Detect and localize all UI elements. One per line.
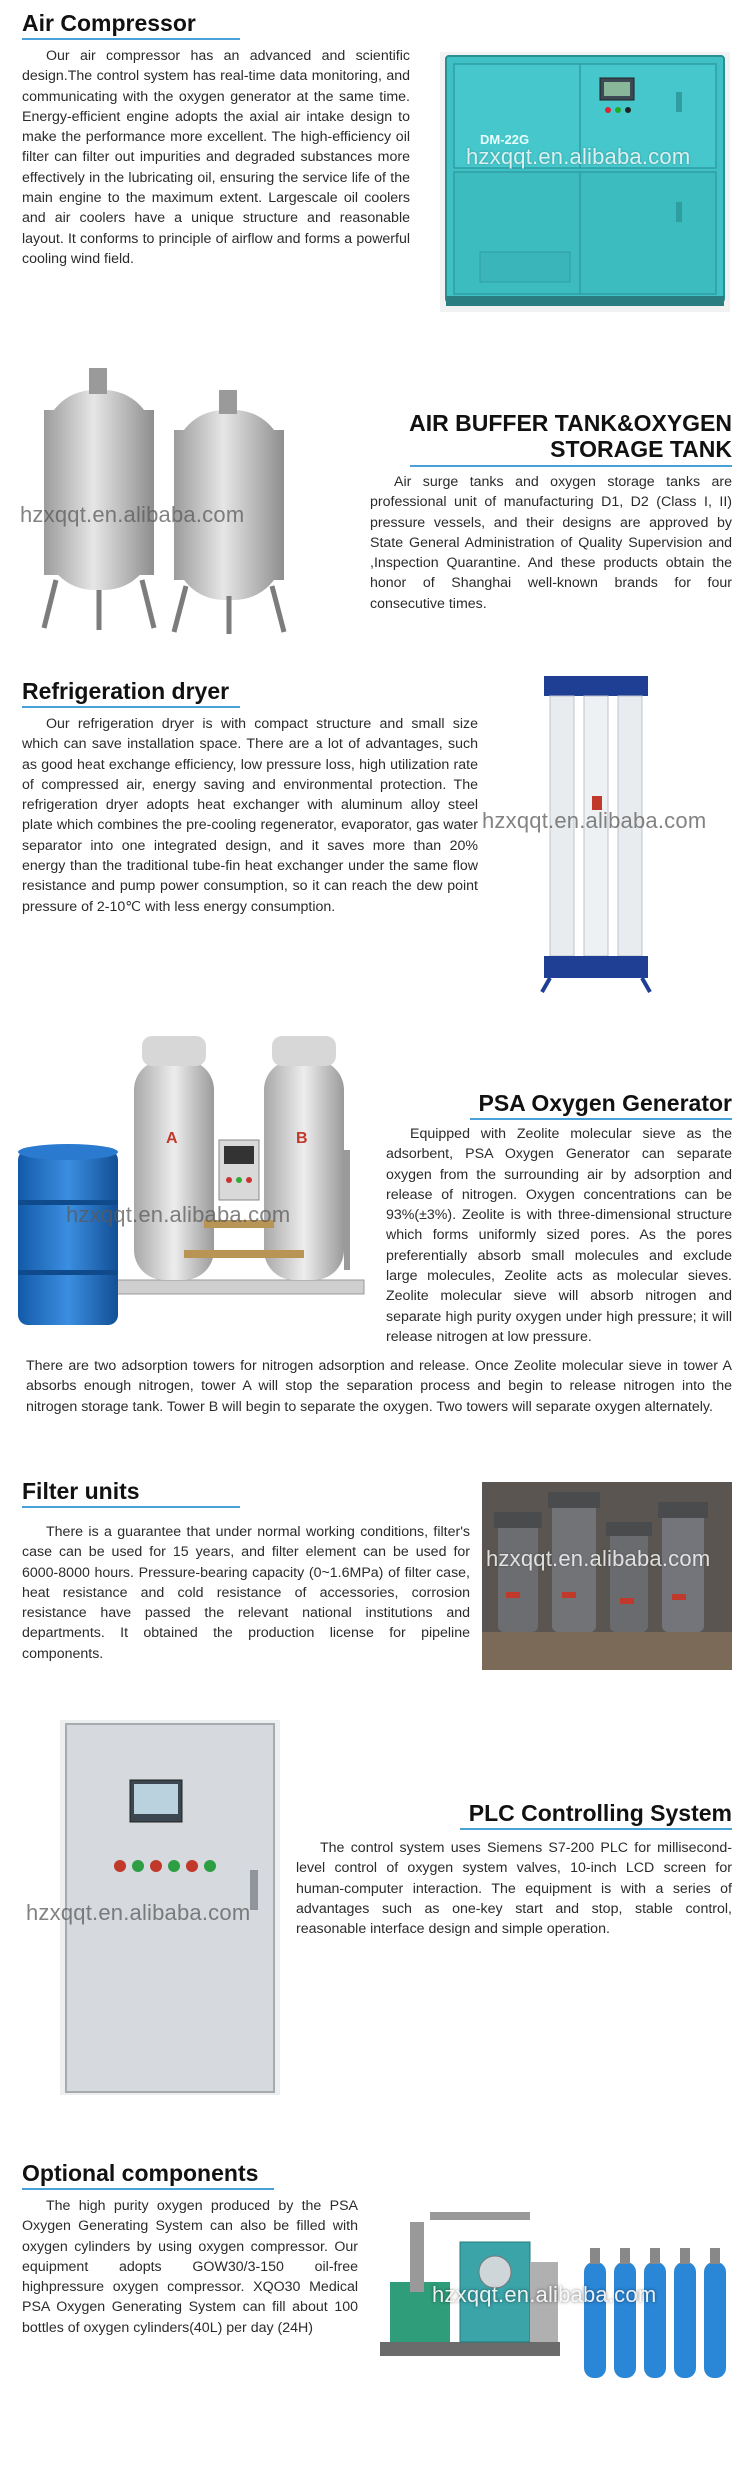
tower-a-label: A — [166, 1130, 178, 1147]
section-title: Optional components — [22, 2160, 259, 2186]
section-title: Filter units — [22, 1478, 140, 1504]
tower-b-label: B — [296, 1130, 308, 1147]
section-title-line1: AIR BUFFER TANK&OXYGEN — [409, 410, 732, 436]
watermark: hzxqqt.en.alibaba.com — [482, 808, 707, 833]
section-title: PSA Oxygen Generator — [478, 1090, 732, 1116]
watermark: hzxqqt.en.alibaba.com — [26, 1900, 251, 1925]
title-underline — [410, 465, 732, 467]
section-body-text: There is a guarantee that under normal working conditions, filter's case can be used for 15 years, and filter element can be used for 6000-8000 hours. Pressure-bearing capacity (0~1.6MPa) of filter case, heat resistance and cold resistance of accessories, corrosion resistance have passed the relevant national institutions and departments. It obtained the production license for pipeline components. — [22, 1524, 470, 1662]
section-air-compressor — [0, 0, 750, 330]
section-title-line2: STORAGE TANK — [550, 436, 732, 462]
section-body-text: The control system uses Siemens S7-200 PLC for millisecond-level control of oxygen system valves, 10-inch LCD screen for human-computer interaction. The equipment is with a series of advantages such as one-key start and stop, stable control, reasonable interface design and simple operation. — [296, 1840, 732, 1938]
section-body-text-full: There are two adsorption towers for nitrogen adsorption and release. Once Zeolite molecular sieve in tower A absorbs enough nitrogen, tower A will stop the separation process and begin to release nitrogen into the nitrogen storage tank. Tower B will begin to separate the oxygen. Two towers will separate oxygen alternately. — [26, 1358, 732, 1415]
section-body-text: Our refrigeration dryer is with compact structure and small size which can save installation space. There are a lot of advantages, such as good heat exchange efficiency, low pressure loss, high utilization rate of compressed air, energy saving and environmental protection. The refrigeration dryer adopts heat exchanger with aluminum alloy steel plate which combines the pre-cooling regenerator, evaporator, gas water separator into one integrated design, and it saves more than 20% energy than the traditional tube-fin heat exchanger under the same flow resistance and pump power consumption, so it can reach the dew point pressure of 2-10℃ with less energy consumption. — [22, 716, 478, 915]
filter-units-image — [482, 1482, 732, 1670]
section-buffer-tank — [0, 330, 750, 660]
title-underline — [22, 1506, 240, 1508]
section-body-text: Air surge tanks and oxygen storage tanks are professional unit of manufacturing D1, D2 (Class I, II) pressure vessels, and their designs are approved by State General Administration of Quality Supervision and ,Inspection Quarantine. And these products obtain the honor of Shanghai well-known brands for four consecutive times. — [370, 474, 732, 612]
section-body-text: The high purity oxygen produced by the PSA Oxygen Generating System can also be filled with oxygen cylinders by using oxygen compressor. Our equipment adopts GOW30/3-150 oil-free highpressure oxygen compressor. XQO30 Medical PSA Oxygen Generating System can fill about 100 bottles of oxygen cylinders(40L) per day (24H) — [22, 2198, 358, 2336]
section-body-text-right: Equipped with Zeolite molecular sieve as the adsorbent, PSA Oxygen Generator can separate oxygen from the surrounding air by adsorption and release of nitrogen. Oxygen concentrations can be 93%(±3%). Zeolite is with three-dimensional structure which forms uniformly sized pores. As the pores preferentially absorb small molecules and exclude large molecules, Zeolite acts as molecular sieves. Zeolite molecular sieve will absorb nitrogen and separate high purity oxygen under high pressure; it will release nitrogen at low pressure. — [386, 1126, 732, 1345]
section-refrigeration-dryer — [0, 660, 750, 1010]
title-underline — [22, 706, 240, 708]
section-body-text: Our air compressor has an advanced and scientific design.The control system has real-time data monitoring, and communicating with the oxygen generator at the same time. Energy-efficient engine adopts the axial air intake design to make the performance more excellent. The high-efficiency oil filter can filter out impurities and degraded substances more effectively in the lubricating oil, ensuring the service life of the main engine to the maximum extent. Largescale oil coolers and air coolers have a unique structure and reasonable layout. It conforms to principle of airflow and forms a powerful cooling wind field. — [22, 48, 410, 267]
section-optional-components — [0, 2130, 750, 2470]
title-underline — [470, 1118, 732, 1120]
watermark: hzxqqt.en.alibaba.com — [466, 144, 691, 169]
watermark: hzxqqt.en.alibaba.com — [486, 1546, 711, 1571]
title-underline — [22, 2188, 274, 2190]
psa-generator-image — [14, 1030, 380, 1340]
title-underline — [460, 1828, 732, 1830]
buffer-tanks-image — [14, 350, 314, 640]
title-underline — [22, 38, 240, 40]
section-filter-units — [0, 1470, 750, 1740]
air-compressor-image — [440, 52, 730, 312]
compressor-model-label: DM-22G — [480, 132, 530, 147]
section-title: PLC Controlling System — [468, 1800, 732, 1826]
watermark: hzxqqt.en.alibaba.com — [66, 1202, 291, 1227]
watermark: hzxqqt.en.alibaba.com — [20, 502, 245, 527]
section-psa-oxygen-generator — [0, 1010, 750, 1470]
watermark: hzxqqt.en.alibaba.com — [432, 2282, 657, 2307]
section-plc-controlling-system — [0, 1720, 750, 2120]
section-title: Refrigeration dryer — [22, 678, 230, 704]
section-title: Air Compressor — [22, 10, 196, 36]
